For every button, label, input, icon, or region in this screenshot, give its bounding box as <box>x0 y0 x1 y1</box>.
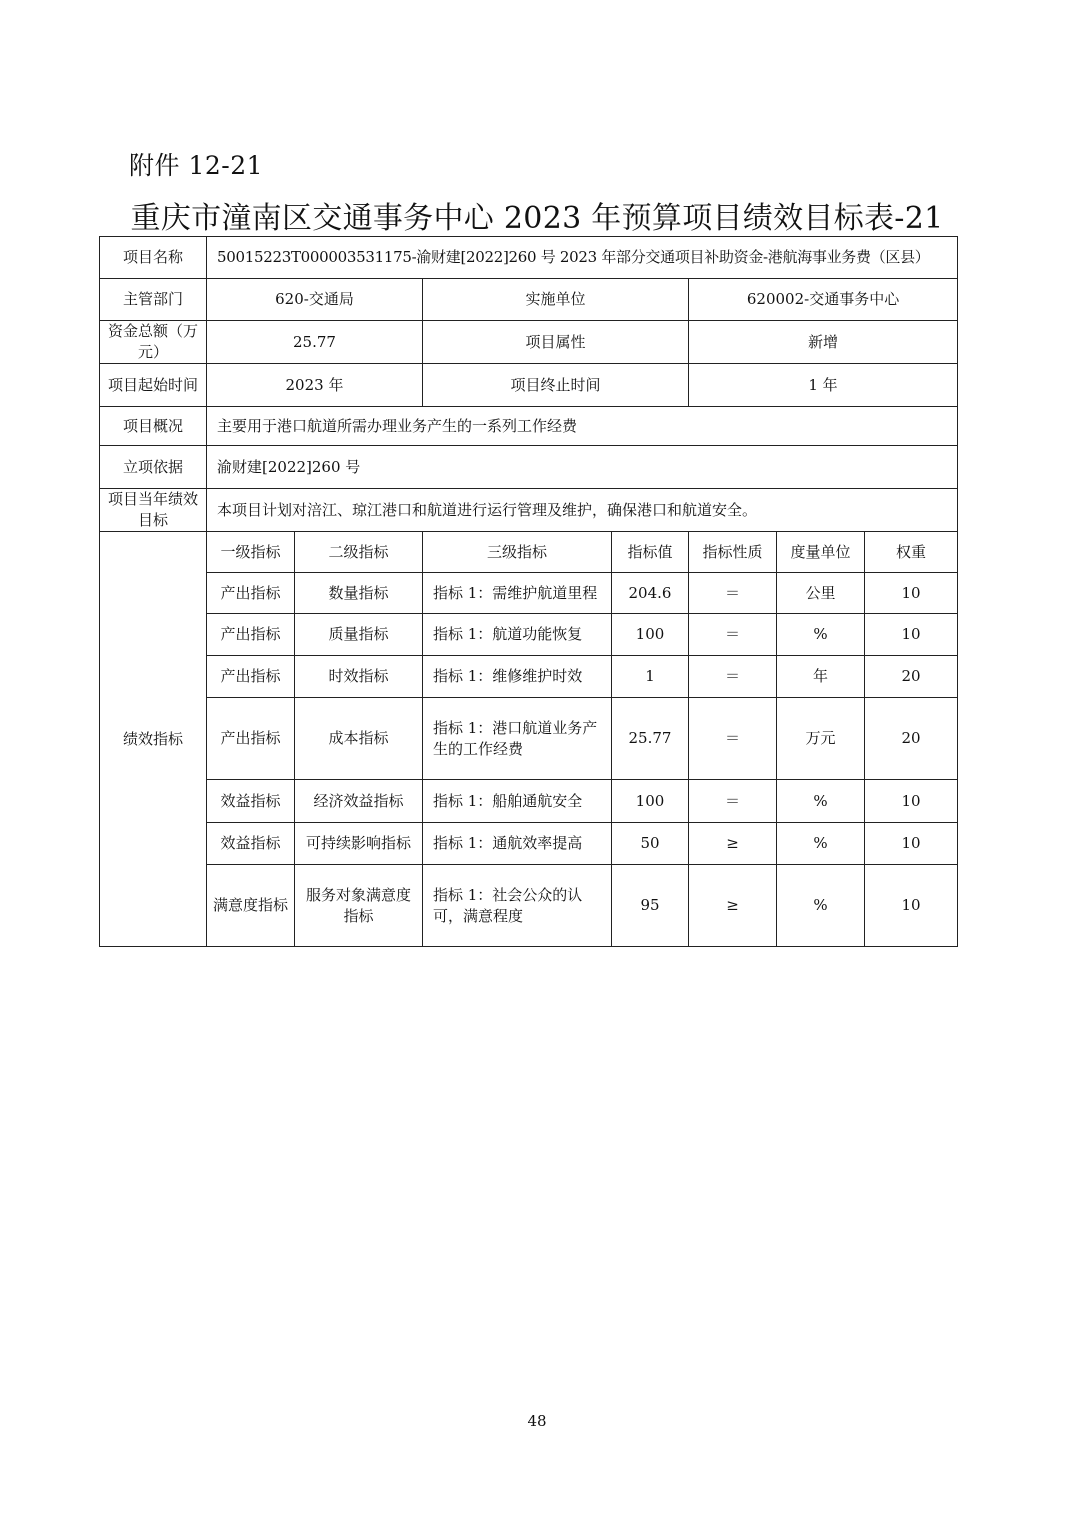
header-level1: 一级指标 <box>207 532 295 573</box>
header-weight: 权重 <box>865 532 958 573</box>
level3-cell: 指标 1：通航效率提高 <box>423 823 612 865</box>
level2-cell: 质量指标 <box>295 614 423 656</box>
table-row <box>100 823 958 865</box>
end-label: 项目终止时间 <box>423 364 689 407</box>
header-unit: 度量单位 <box>777 532 865 573</box>
level2-cell: 经济效益指标 <box>295 780 423 823</box>
level3-cell: 指标 1：需维护航道里程 <box>423 573 612 614</box>
weight-cell: 20 <box>865 656 958 698</box>
level2-cell: 数量指标 <box>295 573 423 614</box>
nature-cell: ＝ <box>689 656 777 698</box>
unit-value: 620002-交通事务中心 <box>689 279 958 321</box>
unit-cell: 万元 <box>777 698 865 780</box>
overview-value: 主要用于港口航道所需办理业务产生的一系列工作经费 <box>207 407 958 446</box>
table-row <box>100 865 958 947</box>
nature-cell: ＝ <box>689 614 777 656</box>
goal-label: 项目当年绩效目标 <box>100 489 207 532</box>
unit-cell: 年 <box>777 656 865 698</box>
unit-cell: % <box>777 780 865 823</box>
attr-label: 项目属性 <box>423 321 689 364</box>
level1-cell: 产出指标 <box>207 573 295 614</box>
nature-cell: ＝ <box>689 698 777 780</box>
page-number: 48 <box>527 1412 547 1430</box>
unit-cell: % <box>777 823 865 865</box>
goal-value: 本项目计划对涪江、琼江港口和航道进行运行管理及维护，确保港口和航道安全。 <box>207 489 958 532</box>
level2-cell: 服务对象满意度指标 <box>295 865 423 947</box>
indicators-section-label: 绩效指标 <box>100 532 207 947</box>
dept-value: 620-交通局 <box>207 279 423 321</box>
overview-label: 项目概况 <box>100 407 207 446</box>
header-level3: 三级指标 <box>423 532 612 573</box>
weight-cell: 10 <box>865 780 958 823</box>
level2-cell: 时效指标 <box>295 656 423 698</box>
nature-cell: ≥ <box>689 823 777 865</box>
value-cell: 95 <box>612 865 689 947</box>
level1-cell: 效益指标 <box>207 823 295 865</box>
weight-cell: 10 <box>865 573 958 614</box>
value-cell: 50 <box>612 823 689 865</box>
weight-cell: 20 <box>865 698 958 780</box>
level1-cell: 效益指标 <box>207 780 295 823</box>
value-cell: 100 <box>612 780 689 823</box>
level1-cell: 满意度指标 <box>207 865 295 947</box>
basis-value: 渝财建[2022]260 号 <box>207 446 958 489</box>
table-row <box>100 698 958 780</box>
value-cell: 25.77 <box>612 698 689 780</box>
weight-cell: 10 <box>865 865 958 947</box>
value-cell: 204.6 <box>612 573 689 614</box>
header-nature: 指标性质 <box>689 532 777 573</box>
dept-label: 主管部门 <box>100 279 207 321</box>
document-title: 重庆市潼南区交通事务中心 2023 年预算项目绩效目标表-21 <box>130 201 944 236</box>
level3-cell: 指标 1：社会公众的认可，满意程度 <box>423 865 612 947</box>
level2-cell: 可持续影响指标 <box>295 823 423 865</box>
level1-cell: 产出指标 <box>207 614 295 656</box>
funds-label: 资金总额（万元） <box>100 321 207 364</box>
weight-cell: 10 <box>865 614 958 656</box>
level3-cell: 指标 1：港口航道业务产生的工作经费 <box>423 698 612 780</box>
table-row <box>100 614 958 656</box>
value-cell: 1 <box>612 656 689 698</box>
start-value: 2023 年 <box>207 364 423 407</box>
attachment-label: 附件 12-21 <box>129 151 264 180</box>
level1-cell: 产出指标 <box>207 698 295 780</box>
table-row <box>100 780 958 823</box>
nature-cell: ＝ <box>689 780 777 823</box>
weight-cell: 10 <box>865 823 958 865</box>
attr-value: 新增 <box>689 321 958 364</box>
table-row <box>100 656 958 698</box>
header-level2: 二级指标 <box>295 532 423 573</box>
funds-value: 25.77 <box>207 321 423 364</box>
nature-cell: ＝ <box>689 573 777 614</box>
level2-cell: 成本指标 <box>295 698 423 780</box>
level1-cell: 产出指标 <box>207 656 295 698</box>
unit-cell: % <box>777 614 865 656</box>
level3-cell: 指标 1：船舶通航安全 <box>423 780 612 823</box>
performance-target-table <box>99 236 958 947</box>
header-value: 指标值 <box>612 532 689 573</box>
level3-cell: 指标 1：航道功能恢复 <box>423 614 612 656</box>
start-label: 项目起始时间 <box>100 364 207 407</box>
unit-cell: % <box>777 865 865 947</box>
level3-cell: 指标 1：维修维护时效 <box>423 656 612 698</box>
unit-label: 实施单位 <box>423 279 689 321</box>
nature-cell: ≥ <box>689 865 777 947</box>
end-value: 1 年 <box>689 364 958 407</box>
table-row <box>100 573 958 614</box>
project-name-value: 50015223T000003531175-渝财建[2022]260 号 2023 年部分交通项目补助资金-港航海事业务费（区县） <box>207 237 958 279</box>
basis-label: 立项依据 <box>100 446 207 489</box>
project-name-label: 项目名称 <box>100 237 207 279</box>
value-cell: 100 <box>612 614 689 656</box>
unit-cell: 公里 <box>777 573 865 614</box>
